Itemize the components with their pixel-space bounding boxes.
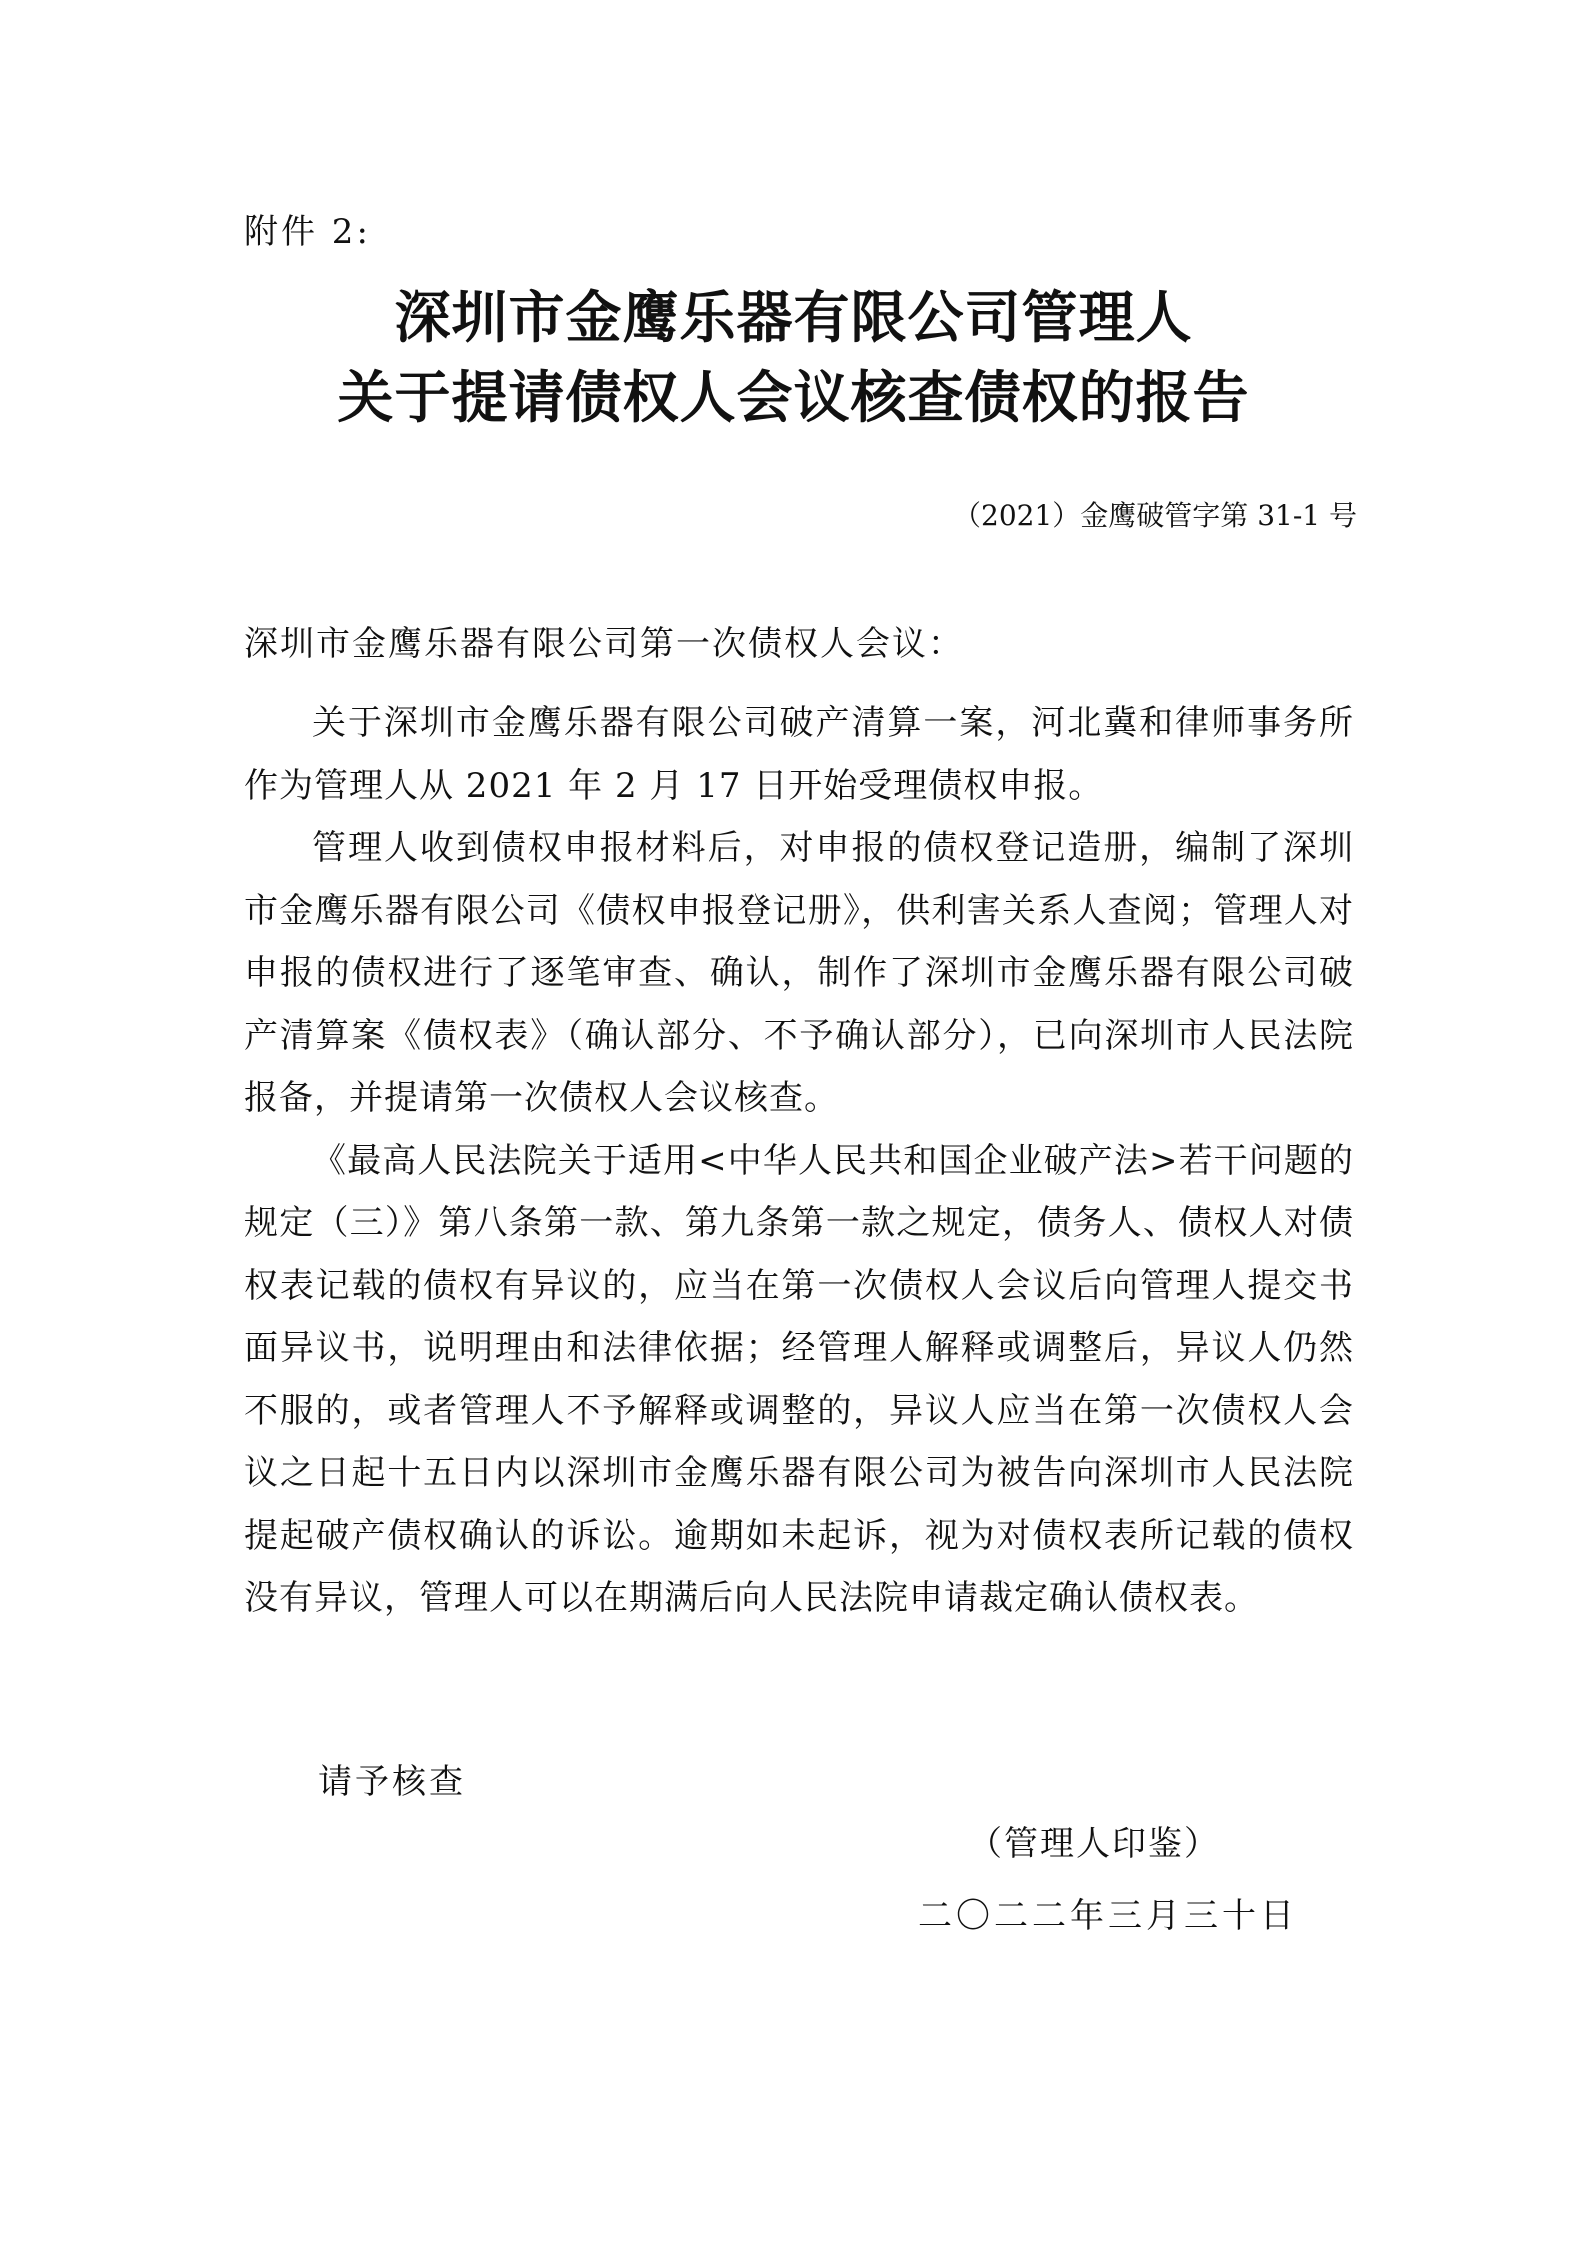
salutation: 深圳市金鹰乐器有限公司第一次债权人会议：	[244, 624, 964, 664]
document-number: （2021）金鹰破管字第 31-1 号	[953, 499, 1357, 532]
body-text	[244, 692, 1354, 1630]
paragraph-1: 关于深圳市金鹰乐器有限公司破产清算一案，河北冀和律师事务所作为管理人从 2021 年 2 月 17 日开始受理债权申报。	[244, 703, 1354, 806]
paragraph-2: 管理人收到债权申报材料后，对申报的债权登记造册，编制了深圳市金鹰乐器有限公司《债权申报登记册》，供利害关系人查阅；管理人对申报的债权进行了逐笔审查、确认，制作了深圳市金鹰乐器有限公司破产清算案《债权表》（确认部分、不予确认部分），已向深圳市人民法院报备，并提请第一次债权人会议核查。	[244, 828, 1354, 1118]
document-date: 二〇二二年三月三十日	[918, 1896, 1298, 1936]
paragraph-3: 《最高人民法院关于适用<中华人民共和国企业破产法>若干问题的规定（三）》第八条第一款、第九条第一款之规定，债务人、债权人对债权表记载的债权有异议的，应当在第一次债权人会议后向管理人提交书面异议书，说明理由和法律依据；经管理人解释或调整后，异议人仍然不服的，或者管理人不予解释或调整的，异议人应当在第一次债权人会议之日起十五日内以深圳市金鹰乐器有限公司为被告向深圳市人民法院提起破产债权确认的诉讼。逾期如未起诉，视为对债权表所记载的债权没有异议，管理人可以在期满后向人民法院申请裁定确认债权表。	[244, 1140, 1354, 1618]
document-title-line-1: 深圳市金鹰乐器有限公司管理人	[394, 285, 1193, 351]
document-title-line-2: 关于提请债权人会议核查债权的报告	[337, 365, 1250, 431]
closing-request: 请予核查	[318, 1762, 466, 1802]
seal-placeholder: （管理人印鉴）	[968, 1824, 1220, 1864]
attachment-label: 附件 2:	[244, 212, 371, 252]
